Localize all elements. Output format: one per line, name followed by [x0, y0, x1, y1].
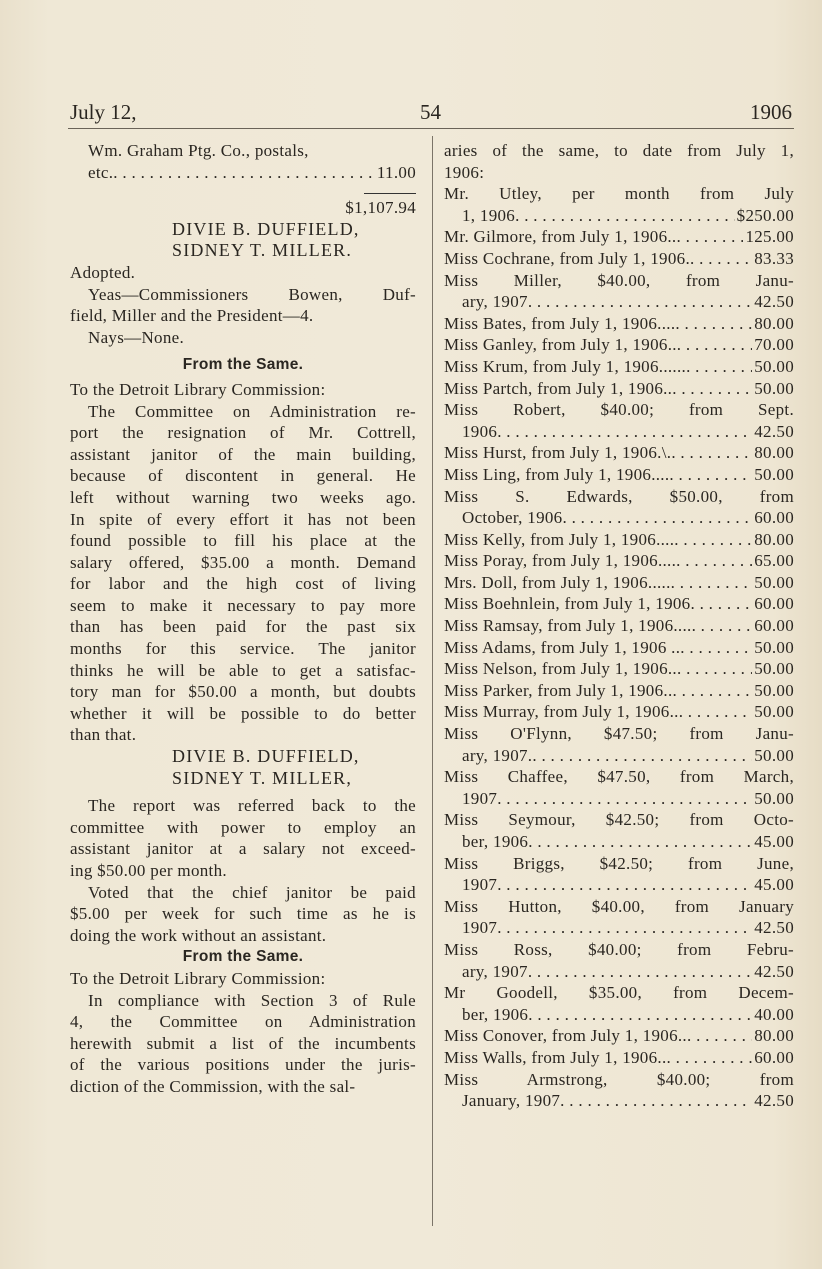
- entry-amount: 50.00: [754, 572, 794, 592]
- leader-dots: [674, 529, 752, 551]
- salary-entry: [444, 291, 794, 313]
- paragraph-line: thinks he will be able to get a satisfac-: [70, 660, 416, 680]
- entry-text: Miss Kelly, from July 1, 1906....: [444, 529, 675, 549]
- salary-entry: [444, 378, 794, 400]
- entry-text: Miss Boehnlein, from July 1, 1906: [444, 594, 691, 614]
- entry-amount: $250.00: [736, 205, 794, 225]
- entry-line: Mr Goodell, $35.00, from Decem-: [444, 983, 794, 1003]
- column-divider: [432, 136, 433, 1226]
- paragraph-line: In spite of every effort it has not been: [70, 509, 416, 529]
- leader-dots: [692, 615, 753, 637]
- paragraph-line: found possible to fill his place at the: [70, 531, 416, 551]
- entry-line: Miss Briggs, $42.50; from June,: [444, 853, 794, 873]
- report-paragraph: [70, 990, 416, 1098]
- leader-dots: [562, 507, 752, 529]
- paragraph-line: salary offered, $35.00 a month. Demand: [70, 552, 416, 572]
- signature-line: SIDNEY T. MILLER,: [172, 767, 353, 788]
- entry-text: ary, 1907.: [462, 745, 533, 765]
- salutation: To the Detroit Library Commission:: [70, 379, 326, 399]
- entry-amount: 125.00: [745, 227, 794, 247]
- entry-amount: 80.00: [754, 1026, 794, 1046]
- entry-text: Miss Ramsay, from July 1, 1906....: [444, 616, 692, 636]
- paragraph-line: Voted that the chief janitor be paid: [88, 882, 416, 902]
- paragraph-line: of the various positions under the juris-: [70, 1055, 416, 1075]
- entry-text: ary, 1907: [462, 292, 528, 312]
- entry-amount: 50.00: [754, 464, 794, 484]
- leader-dots: [673, 680, 753, 702]
- paragraph-line: tory man for $50.00 a month, but doubts: [70, 682, 416, 702]
- bill-amount: 11.00: [376, 162, 416, 182]
- salary-entry: [444, 313, 794, 335]
- salary-entry: [444, 442, 794, 464]
- vote-yeas: field, Miller and the President—4.: [70, 306, 314, 326]
- leader-dots: [497, 917, 752, 939]
- entry-text: Miss Hurst, from July 1, 1906.\.: [444, 443, 672, 463]
- leader-dots: [676, 226, 743, 248]
- total-amount: $1,107.94: [345, 198, 416, 218]
- section-heading: From the Same.: [182, 356, 304, 374]
- paragraph-line: left without warning two weeks ago.: [70, 487, 416, 507]
- leader-dots: [528, 831, 752, 853]
- entry-amount: 42.50: [754, 292, 794, 312]
- entry-amount: 50.00: [754, 356, 794, 376]
- salary-entry: [444, 334, 794, 356]
- leader-dots: [497, 788, 752, 810]
- leader-dots: [560, 1090, 752, 1112]
- entry-text: ary, 1907: [462, 961, 528, 981]
- adopted-text: Adopted.: [70, 262, 136, 282]
- intro-line: 1906:: [444, 162, 485, 182]
- entry-amount: 60.00: [754, 616, 794, 636]
- entry-line: Miss Seymour, $42.50; from Octo-: [444, 810, 794, 830]
- entry-text: Mrs. Doll, from July 1, 1906.....: [444, 572, 671, 592]
- leader-dots: [677, 334, 752, 356]
- salary-entry: [444, 615, 794, 637]
- entry-amount: 45.00: [754, 875, 794, 895]
- entry-text: Miss Ganley, from July 1, 1906..: [444, 335, 677, 355]
- leader-dots: [515, 205, 735, 227]
- entry-text: Miss Ling, from July 1, 1906....: [444, 464, 670, 484]
- paragraph-line: because of discontent in general. He: [70, 466, 416, 486]
- entry-text: Miss Poray, from July 1, 1906....: [444, 551, 677, 571]
- leader-dots: [671, 572, 753, 594]
- paragraph-line: committee with power to employ an: [70, 817, 416, 837]
- motion-paragraph: [70, 795, 416, 881]
- leader-dots: [528, 291, 752, 313]
- bill-entry: [70, 162, 416, 184]
- paragraph-line: than that.: [70, 725, 137, 745]
- leader-dots: [686, 356, 752, 378]
- entry-text: October, 1906: [462, 508, 563, 528]
- paragraph-line: months for this service. The janitor: [70, 639, 416, 659]
- entry-text: 1, 1906: [462, 205, 516, 225]
- entry-text: Miss Partch, from July 1, 1906..: [444, 378, 673, 398]
- leader-dots: [690, 248, 752, 270]
- entry-amount: 42.50: [754, 421, 794, 441]
- entry-amount: 65.00: [754, 551, 794, 571]
- paragraph-line: herewith submit a list of the incumbents: [70, 1033, 416, 1053]
- leader-dots: [528, 961, 752, 983]
- salary-entry: [444, 356, 794, 378]
- entry-amount: 80.00: [754, 443, 794, 463]
- vote-yeas: Yeas—Commissioners Bowen, Duf-: [88, 284, 416, 304]
- entry-amount: 60.00: [754, 594, 794, 614]
- entry-text: Miss Murray, from July 1, 1906..: [444, 702, 679, 722]
- salary-entry: [444, 529, 794, 551]
- salary-entry: [444, 680, 794, 702]
- leader-dots: [672, 378, 752, 400]
- paragraph-line: than has been paid for the past six: [70, 617, 416, 637]
- paragraph-line: diction of the Commission, with the sal-: [70, 1076, 356, 1096]
- paragraph-line: whether it will be possible to do better: [70, 703, 416, 723]
- entry-amount: 50.00: [754, 378, 794, 398]
- entry-amount: 60.00: [754, 1047, 794, 1067]
- entry-text: 1907: [462, 788, 498, 808]
- salary-entry: [444, 831, 794, 853]
- salary-entry: [444, 637, 794, 659]
- leader-dots: [687, 1025, 752, 1047]
- salutation: To the Detroit Library Commission:: [70, 968, 326, 988]
- paragraph-line: assistant janitor at a salary not exceed-: [70, 839, 416, 859]
- entry-amount: 50.00: [754, 637, 794, 657]
- entry-amount: 50.00: [754, 659, 794, 679]
- paragraph-line: The report was referred back to the: [88, 796, 416, 816]
- paragraph-line: ing $50.00 per month.: [70, 861, 227, 880]
- entry-amount: 50.00: [754, 680, 794, 700]
- entry-text: Miss Bates, from July 1, 1906....: [444, 313, 676, 333]
- leader-dots: [669, 464, 752, 486]
- leader-dots: [679, 701, 753, 723]
- entry-line: Mr. Utley, per month from July: [444, 184, 794, 204]
- salary-entry: [444, 593, 794, 615]
- entry-line: Miss Miller, $40.00, from Janu-: [444, 270, 794, 290]
- salary-entry: [444, 961, 794, 983]
- entry-amount: 50.00: [754, 702, 794, 722]
- salary-entry: [444, 464, 794, 486]
- leader-dots: [677, 658, 752, 680]
- salary-entry: [444, 1004, 794, 1026]
- paragraph-line: assistant janitor of the main building,: [70, 444, 416, 464]
- motion-paragraph: [70, 882, 416, 947]
- entry-text: Miss Walls, from July 1, 1906..: [444, 1047, 667, 1067]
- salary-entry: [444, 1090, 794, 1112]
- page-header: [70, 100, 792, 130]
- salary-entry: [444, 1025, 794, 1047]
- entry-line: Miss Chaffee, $47.50, from March,: [444, 767, 794, 787]
- intro-line: aries of the same, to date from July 1,: [444, 141, 794, 160]
- salary-entry: [444, 507, 794, 529]
- entry-amount: 40.00: [754, 1004, 794, 1024]
- entry-amount: 80.00: [754, 529, 794, 549]
- paragraph-line: port the resignation of Mr. Cottrell,: [70, 423, 416, 443]
- entry-amount: 83.33: [754, 248, 794, 268]
- bill-line: Wm. Graham Ptg. Co., postals,: [88, 141, 309, 160]
- entry-line: Miss Robert, $40.00; from Sept.: [444, 400, 794, 420]
- paragraph-line: 4, the Committee on Administration: [70, 1012, 416, 1032]
- leader-dots: [497, 874, 752, 896]
- entry-line: Miss Armstrong, $40.00; from: [444, 1069, 794, 1089]
- entry-line: Miss Hutton, $40.00, from January: [444, 896, 794, 916]
- entry-text: Miss Cochrane, from July 1, 1906.: [444, 248, 690, 268]
- entry-amount: 42.50: [754, 918, 794, 938]
- entry-line: Miss Ross, $40.00; from Febru-: [444, 939, 794, 959]
- paragraph-line: doing the work without an assistant.: [70, 925, 327, 945]
- entry-text: Miss Krum, from July 1, 1906......: [444, 356, 687, 376]
- leader-dots: [690, 593, 752, 615]
- vote-nays: Nays—None.: [88, 327, 185, 347]
- entry-text: Miss Nelson, from July 1, 1906..: [444, 659, 677, 679]
- entry-text: 1907: [462, 875, 498, 895]
- entry-amount: 50.00: [754, 788, 794, 808]
- signature-line: DIVIE B. DUFFIELD,: [172, 746, 360, 767]
- salary-entry: [444, 701, 794, 723]
- entry-text: Mr. Gilmore, from July 1, 1906..: [444, 227, 677, 247]
- salary-entry: [444, 788, 794, 810]
- salary-entry: [444, 226, 794, 248]
- entry-amount: 42.50: [754, 1091, 794, 1111]
- salary-entry: [444, 874, 794, 896]
- salary-entry: [444, 205, 794, 227]
- signature-line: DIVIE B. DUFFIELD,: [172, 218, 360, 239]
- report-paragraph: [70, 401, 416, 747]
- entry-amount: 42.50: [754, 961, 794, 981]
- header-year: 1906: [750, 100, 792, 124]
- entry-text: 1907: [462, 918, 498, 938]
- entry-line: Miss S. Edwards, $50.00, from: [444, 486, 794, 506]
- section-heading: From the Same.: [182, 948, 304, 966]
- leader-dots: [532, 745, 752, 767]
- salary-entry: [444, 248, 794, 270]
- leader-dots: [680, 637, 752, 659]
- paragraph-line: seem to make it necessary to pay more: [70, 595, 416, 615]
- leader-dots: [676, 550, 752, 572]
- entry-amount: 60.00: [754, 508, 794, 528]
- paragraph-line: In compliance with Section 3 of Rule: [88, 990, 416, 1010]
- paragraph-line: The Committee on Administration re-: [88, 401, 416, 421]
- entry-text: ber, 1906: [462, 832, 529, 851]
- leader-dots: [528, 1004, 752, 1026]
- page-number: 54: [420, 100, 441, 124]
- salary-entry: [444, 572, 794, 594]
- salary-entry: [444, 658, 794, 680]
- salary-list: [444, 183, 794, 1112]
- entry-amount: 70.00: [754, 335, 794, 355]
- header-date: July 12,: [70, 100, 137, 124]
- entry-text: January, 1907: [462, 1091, 561, 1111]
- entry-amount: 45.00: [754, 832, 794, 851]
- entry-line: Miss O'Flynn, $47.50; from Janu-: [444, 724, 794, 744]
- entry-text: Miss Adams, from July 1, 1906 ..: [444, 637, 681, 657]
- signature-line: SIDNEY T. MILLER.: [172, 240, 353, 261]
- entry-text: 1906: [462, 421, 498, 441]
- salary-entry: [444, 550, 794, 572]
- entry-text: Miss Conover, from July 1, 1906..: [444, 1026, 687, 1046]
- salary-entry: [444, 745, 794, 767]
- leader-dots: [667, 1047, 753, 1069]
- bill-text: etc.: [88, 162, 114, 182]
- salary-entry: [444, 1047, 794, 1069]
- right-column: [444, 140, 794, 1112]
- leader-dots: [675, 313, 752, 335]
- entry-amount: 80.00: [754, 313, 794, 333]
- left-column: [70, 140, 416, 1098]
- header-rule: [68, 128, 794, 129]
- salary-entry: [444, 421, 794, 443]
- paragraph-line: $5.00 per week for such time as he is: [70, 904, 416, 924]
- leader-dots: [497, 421, 752, 443]
- entry-text: Miss Parker, from July 1, 1906..: [444, 680, 673, 700]
- leader-dots: [113, 162, 375, 184]
- paragraph-line: for labor and the high cost of living: [70, 574, 416, 594]
- entry-text: ber, 1906: [462, 1004, 529, 1024]
- salary-entry: [444, 917, 794, 939]
- leader-dots: [671, 442, 752, 464]
- entry-amount: 50.00: [754, 745, 794, 765]
